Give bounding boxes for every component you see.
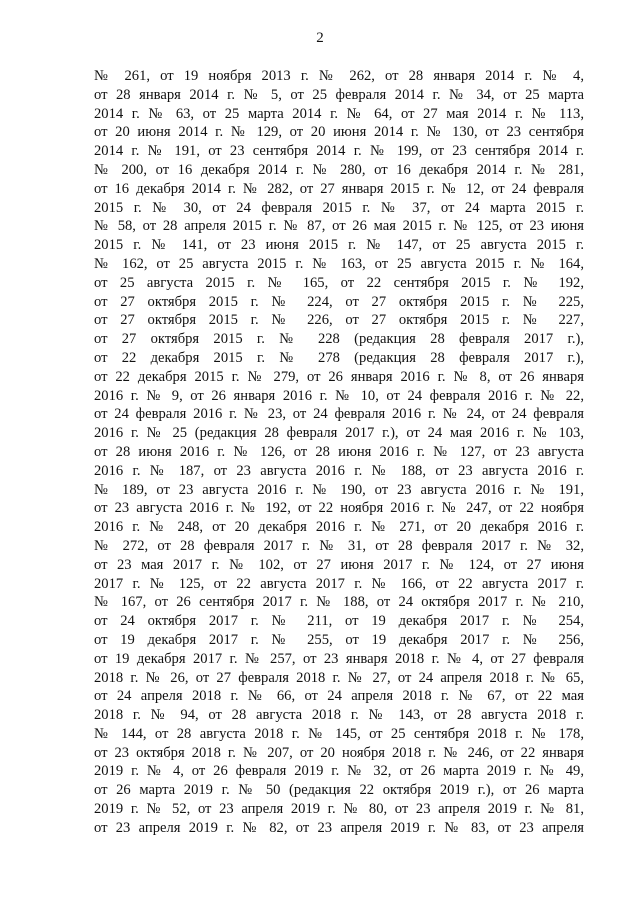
text-line: 2018 г. № 26, от 27 февраля 2018 г. № 27, от 24 апреля 2018 г. № 65,: [94, 669, 584, 686]
text-line: № 58, от 28 апреля 2015 г. № 87, от 26 мая 2015 г. № 125, от 23 июня: [94, 218, 584, 235]
text-line: от 27 октября 2015 г. № 228 (редакция 28 февраля 2017 г.),: [94, 331, 584, 348]
text-line: № 189, от 23 августа 2016 г. № 190, от 23 августа 2016 г. № 191,: [94, 481, 584, 498]
text-line: 2017 г. № 125, от 22 августа 2017 г. № 166, от 22 августа 2017 г.: [94, 575, 584, 592]
text-line: от 22 декабря 2015 г. № 278 (редакция 28 февраля 2017 г.),: [94, 349, 584, 366]
text-line: 2016 г. № 9, от 26 января 2016 г. № 10, от 24 февраля 2016 г. № 22,: [94, 387, 584, 404]
text-line: от 19 декабря 2017 г. № 257, от 23 января 2018 г. № 4, от 27 февраля: [94, 650, 584, 667]
text-line: 2016 г. № 25 (редакция 28 февраля 2017 г.), от 24 мая 2016 г. № 103,: [94, 425, 584, 442]
text-line: от 25 августа 2015 г. № 165, от 22 сентября 2015 г. № 192,: [94, 274, 584, 291]
text-line: от 23 октября 2018 г. № 207, от 20 ноября 2018 г. № 246, от 22 января: [94, 744, 584, 761]
text-line: 2014 г. № 191, от 23 сентября 2014 г. № 199, от 23 сентября 2014 г.: [94, 143, 584, 160]
text-line: 2018 г. № 94, от 28 августа 2018 г. № 143, от 28 августа 2018 г.: [94, 707, 584, 724]
text-line: № 200, от 16 декабря 2014 г. № 280, от 16 декабря 2014 г. № 281,: [94, 161, 584, 178]
text-line: 2016 г. № 187, от 23 августа 2016 г. № 188, от 23 августа 2016 г.: [94, 462, 584, 479]
text-line: от 19 декабря 2017 г. № 255, от 19 декабря 2017 г. № 256,: [94, 631, 584, 648]
text-line: № 272, от 28 февраля 2017 г. № 31, от 28 февраля 2017 г. № 32,: [94, 537, 584, 554]
text-line: от 27 октября 2015 г. № 224, от 27 октября 2015 г. № 225,: [94, 293, 584, 310]
text-line: № 162, от 25 августа 2015 г. № 163, от 25 августа 2015 г. № 164,: [94, 255, 584, 272]
text-line: от 23 апреля 2019 г. № 82, от 23 апреля 2019 г. № 83, от 23 апреля: [94, 819, 584, 836]
text-line: от 26 марта 2019 г. № 50 (редакция 22 октября 2019 г.), от 26 марта: [94, 782, 584, 799]
text-line: 2016 г. № 248, от 20 декабря 2016 г. № 271, от 20 декабря 2016 г.: [94, 519, 584, 536]
page-number: 2: [316, 30, 324, 46]
text-line: 2019 г. № 4, от 26 февраля 2019 г. № 32, от 26 марта 2019 г. № 49,: [94, 763, 584, 780]
text-line: от 23 августа 2016 г. № 192, от 22 ноября 2016 г. № 247, от 22 ноября: [94, 500, 584, 517]
text-line: 2014 г. № 63, от 25 марта 2014 г. № 64, от 27 мая 2014 г. № 113,: [94, 105, 584, 122]
text-line: от 24 апреля 2018 г. № 66, от 24 апреля 2018 г. № 67, от 22 мая: [94, 688, 584, 705]
text-line: от 27 октября 2015 г. № 226, от 27 октября 2015 г. № 227,: [94, 312, 584, 329]
text-line: от 28 января 2014 г. № 5, от 25 февраля 2014 г. № 34, от 25 марта: [94, 86, 584, 103]
text-line: 2019 г. № 52, от 23 апреля 2019 г. № 80, от 23 апреля 2019 г. № 81,: [94, 801, 584, 818]
text-line: № 261, от 19 ноября 2013 г. № 262, от 28 января 2014 г. № 4,: [94, 68, 584, 84]
text-line: от 24 октября 2017 г. № 211, от 19 декабря 2017 г. № 254,: [94, 613, 584, 630]
text-line: 2015 г. № 141, от 23 июня 2015 г. № 147, от 25 августа 2015 г.: [94, 237, 584, 254]
text-line: от 24 февраля 2016 г. № 23, от 24 февраля 2016 г. № 24, от 24 февраля: [94, 406, 584, 423]
text-line: 2015 г. № 30, от 24 февраля 2015 г. № 37, от 24 марта 2015 г.: [94, 199, 584, 216]
text-line: № 144, от 28 августа 2018 г. № 145, от 25 сентября 2018 г. № 178,: [94, 725, 584, 742]
text-line: № 167, от 26 сентября 2017 г. № 188, от 24 октября 2017 г. № 210,: [94, 594, 584, 611]
text-line: от 20 июня 2014 г. № 129, от 20 июня 2014 г. № 130, от 23 сентября: [94, 124, 584, 141]
text-line: от 22 декабря 2015 г. № 279, от 26 января 2016 г. № 8, от 26 января: [94, 368, 584, 385]
text-line: от 28 июня 2016 г. № 126, от 28 июня 2016 г. № 127, от 23 августа: [94, 443, 584, 460]
text-line: от 23 мая 2017 г. № 102, от 27 июня 2017 г. № 124, от 27 июня: [94, 556, 584, 573]
document-body: [94, 67, 584, 838]
text-line: от 16 декабря 2014 г. № 282, от 27 января 2015 г. № 12, от 24 февраля: [94, 180, 584, 197]
